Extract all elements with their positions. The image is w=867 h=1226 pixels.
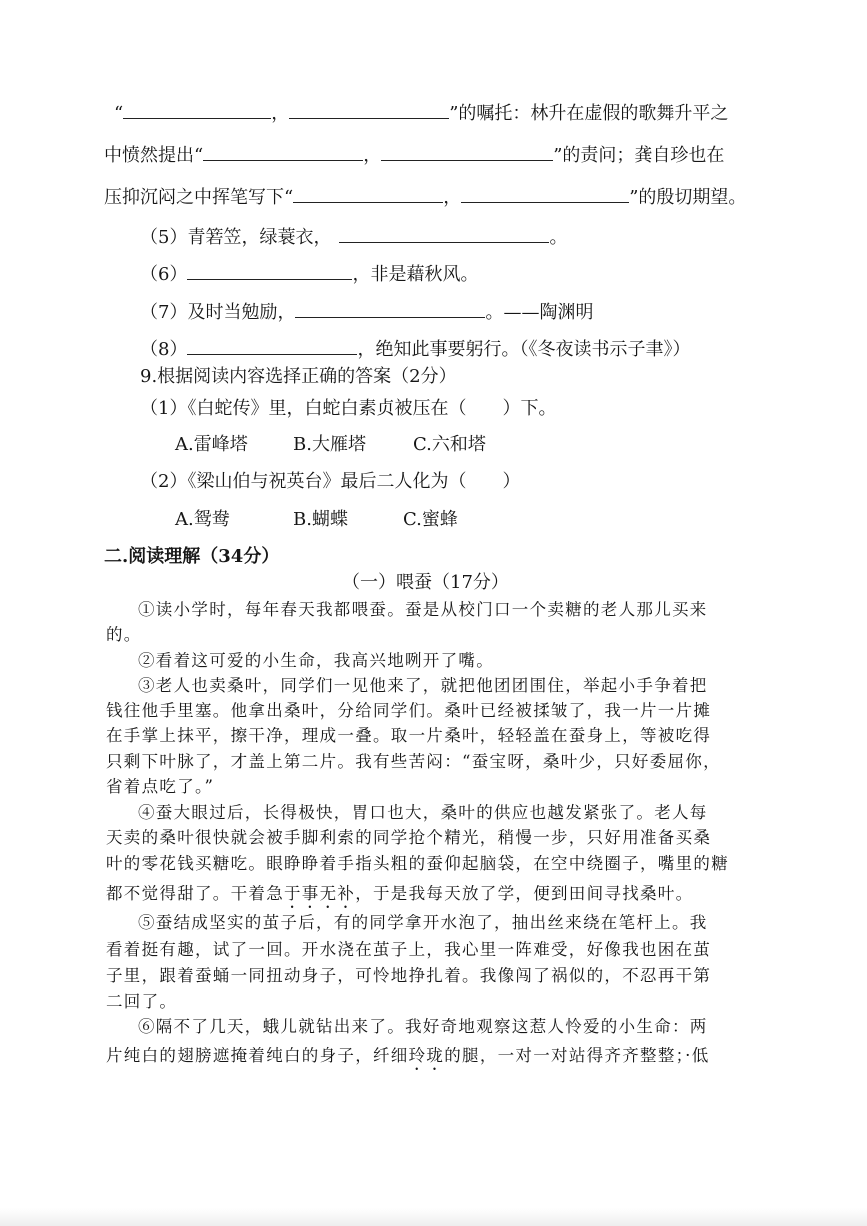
paragraph-line: ②看着这可爱的小生命，我高兴地咧开了嘴。 bbox=[138, 651, 494, 670]
question-9-1: （1）《白蛇传》里，白蛇白素贞被压在（ ）下。 bbox=[140, 398, 557, 419]
paragraph-line: 子里，跟着蚕蛹一同扭动身子，可怜地挣扎着。我像闯了祸似的，不忍再干第 bbox=[106, 966, 712, 985]
question-7 bbox=[140, 303, 593, 322]
answer-blank[interactable] bbox=[295, 303, 485, 318]
answer-blank[interactable] bbox=[461, 188, 629, 203]
answer-blank[interactable] bbox=[203, 146, 363, 161]
fill-line-2 bbox=[104, 146, 724, 165]
question-text: ，非是藉秋风。 bbox=[352, 264, 479, 285]
paragraph-line: 二回了。 bbox=[106, 992, 178, 1011]
section-heading: 二.阅读理解（34分） bbox=[104, 546, 280, 567]
quote-open: “ bbox=[114, 103, 124, 124]
paragraph-line: 叶的零花钱买糖吃。眼睁睁着手指头粗的蚕仰起脑袋，在空中绕圈子，嘴里的糖 bbox=[106, 854, 729, 873]
passage-title: （一）喂蚕（17分） bbox=[342, 572, 509, 593]
answer-blank[interactable] bbox=[123, 104, 271, 119]
question-text: 。 bbox=[549, 227, 568, 248]
emphasized-phrase: 于事无补 bbox=[284, 884, 356, 903]
option-c[interactable]: C.蜜蜂 bbox=[403, 509, 458, 530]
question-5 bbox=[140, 228, 567, 247]
paragraph-line: ④蚕大眼过后，长得极快，胃口也大，桑叶的供应也越发紧张了。老人每 bbox=[138, 803, 708, 822]
scan-edge-shadow bbox=[0, 1208, 867, 1226]
text-run: 都不觉得甜了。干着急 bbox=[106, 884, 284, 903]
answer-blank[interactable] bbox=[289, 104, 449, 119]
text-run: 片纯白的翅膀遮掩着纯白的身子，纤细 bbox=[106, 1046, 409, 1065]
paragraph-line: 在手掌上抹平，擦干净，理成一叠。取一片桑叶，轻轻盖在蚕身上，等被吃得 bbox=[106, 726, 712, 745]
paragraph-line: ③老人也卖桑叶，同学们一见他来了，就把他团团围住，举起小手争着把 bbox=[138, 676, 708, 695]
emphasized-phrase: 玲珑 bbox=[408, 1046, 445, 1065]
paragraph-line: ①读小学时，每年春天我都喂蚕。蚕是从校门口一个卖糖的老人那儿买来 bbox=[138, 600, 708, 619]
question-9-title: 9.根据阅读内容选择正确的答案（2分） bbox=[140, 366, 457, 387]
answer-blank[interactable] bbox=[339, 228, 549, 243]
fill-line-3 bbox=[104, 188, 746, 207]
option-c[interactable]: C.六和塔 bbox=[413, 434, 486, 455]
fill-text: 压抑沉闷之中挥笔写下“ bbox=[104, 187, 294, 208]
question-8 bbox=[140, 340, 690, 359]
paragraph-line: 的。 bbox=[106, 625, 142, 644]
question-text: （7）及时当勉励， bbox=[140, 302, 296, 323]
text-run: ，于是我每天放了学，便到田间寻找桑叶。 bbox=[355, 884, 694, 903]
fill-text: ”的责问；龚自珍也在 bbox=[553, 145, 725, 166]
paragraph-line bbox=[106, 884, 693, 912]
answer-blank[interactable] bbox=[187, 340, 357, 355]
text-run: 的腿，一对一对站得齐齐整整；·低 bbox=[444, 1046, 710, 1065]
paragraph-line: ⑥隔不了几天，蛾儿就钻出来了。我好奇地观察这惹人怜爱的小生命：两 bbox=[138, 1017, 708, 1036]
question-text: （5）青箬笠，绿蓑衣， bbox=[140, 227, 332, 248]
comma: ， bbox=[271, 103, 290, 124]
paragraph-line: 钱往他手里塞。他拿出桑叶，分给同学们。桑叶已经被揉皱了，我一片一片摊 bbox=[106, 701, 712, 720]
paragraph-line: 只剩下叶脉了，才盖上第二片。我有些苦闷：“蚕宝呀，桑叶少，只好委屈你， bbox=[106, 752, 721, 771]
question-text: ，绝知此事要躬行。（《冬夜读书示子聿》） bbox=[357, 339, 691, 360]
paragraph-line: 看着挺有趣，试了一回。开水浇在茧子上，我心里一阵难受，好像我也困在茧 bbox=[106, 940, 712, 959]
paragraph-line bbox=[106, 1046, 710, 1074]
question-text: （8） bbox=[140, 339, 188, 360]
option-a[interactable]: A.雷峰塔 bbox=[175, 434, 248, 455]
answer-blank[interactable] bbox=[293, 188, 443, 203]
option-b[interactable]: B.大雁塔 bbox=[293, 434, 366, 455]
option-b[interactable]: B.蝴蝶 bbox=[293, 509, 348, 530]
paragraph-line: ⑤蚕结成坚实的茧子后，有的同学拿开水泡了，抽出丝来绕在笔杆上。我 bbox=[138, 913, 708, 932]
answer-blank[interactable] bbox=[381, 146, 553, 161]
paragraph-line: 天卖的桑叶很快就会被手脚利索的同学抢个精光，稍慢一步，只好用准备买桑 bbox=[106, 828, 712, 847]
option-a[interactable]: A.鸳鸯 bbox=[175, 509, 230, 530]
question-text: （6） bbox=[140, 264, 188, 285]
answer-blank[interactable] bbox=[187, 265, 352, 280]
question-9-2: （2）《梁山伯与祝英台》最后二人化为（ ） bbox=[140, 471, 521, 492]
fill-text: ”的殷切期望。 bbox=[629, 187, 747, 208]
question-text: 。——陶渊明 bbox=[485, 302, 594, 323]
question-6 bbox=[140, 265, 478, 284]
fill-text: 中愤然提出“ bbox=[104, 145, 204, 166]
fill-text: ”的嘱托：林升在虚假的歌舞升平之 bbox=[449, 103, 729, 124]
comma: ， bbox=[363, 145, 382, 166]
fill-line-1 bbox=[114, 104, 728, 123]
comma: ， bbox=[443, 187, 462, 208]
paragraph-line: 省着点吃了。” bbox=[106, 777, 215, 796]
